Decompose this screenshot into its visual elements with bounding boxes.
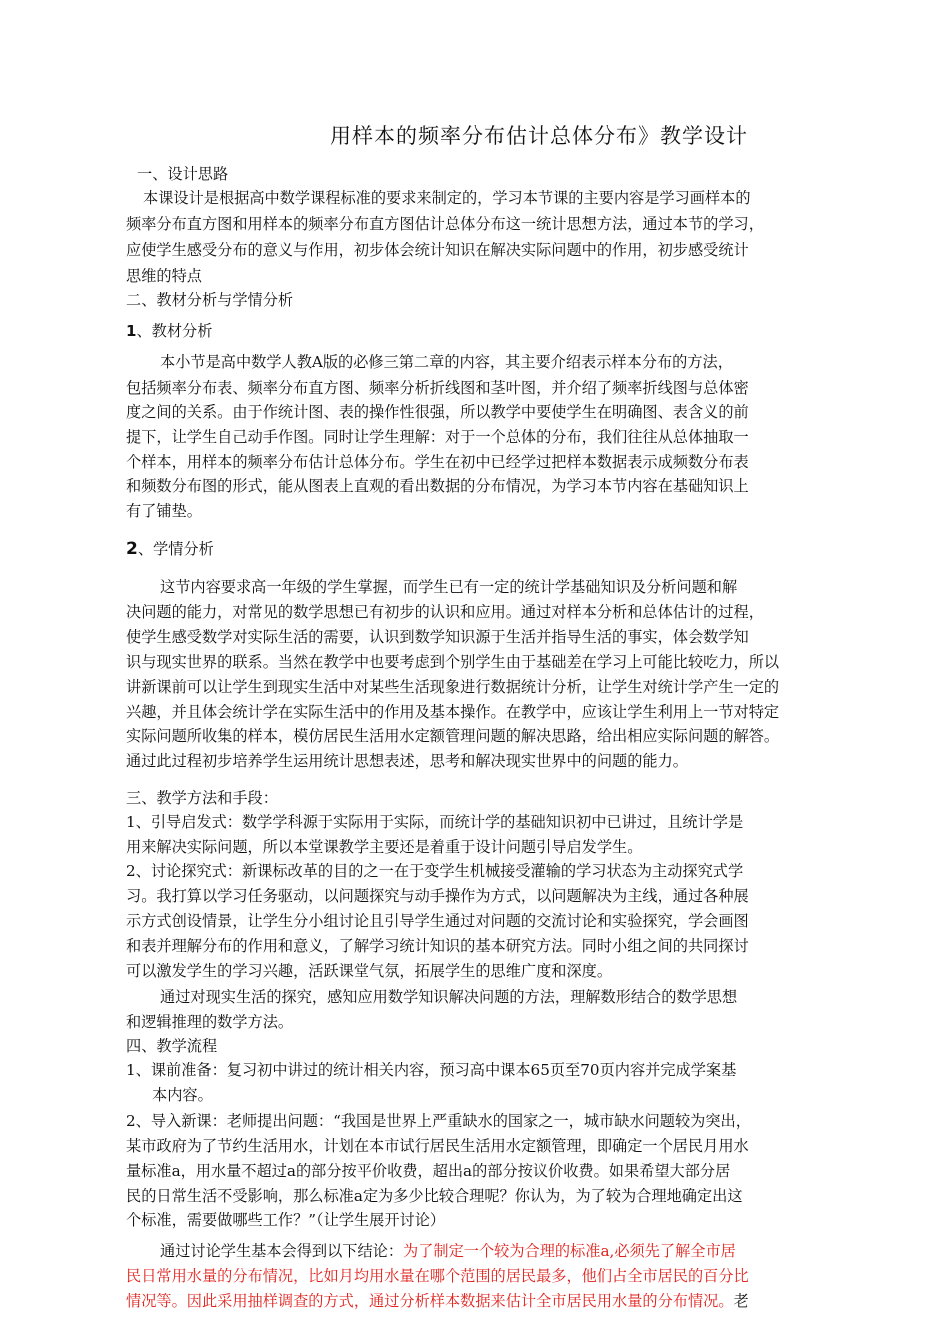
s2-p1-line: 提下，让学生自己动手作图。同时让学生理解：对于一个总体的分布，我们往往从总体抽取一 [126,428,749,446]
s3-item2-line: 和表并理解分布的作用和意义，了解学习统计知识的基本研究方法。同时小组之间的共同探讨 [126,937,749,955]
s4-item2-line: 民的日常生活不受影响，那么标准a定为多少比较合理呢？你认为，为了较为合理地确定出这 [126,1187,743,1205]
s3-item2-line: 示方式创设情景，让学生分小组讨论且引导学生通过对问题的交流讨论和实验探究，学会画图 [126,912,749,930]
section-4-heading: 四、教学流程 [126,1037,218,1055]
s4-item2-line: 个标准，需要做哪些工作？”（让学生展开讨论） [126,1211,446,1229]
s2-p2-line: 讲新课前可以让学生到现实生活中对某些生活现象进行数据统计分析，让学生对统计学产生一定的 [126,678,780,696]
s2-p2-line: 兴趣，并且体会统计学在实际生活中的作用及基本操作。在教学中，应该让学生利用上一节对特定 [126,703,780,721]
subsection-1-heading [126,321,212,341]
subsection-1-number: 1 [126,322,137,340]
s1-line: 本课设计是根据高中数学课程标准的要求来制定的，学习本节课的主要内容是学习画样本的 [143,189,751,207]
document-title: 用样本的频率分布估计总体分布》教学设计 [330,124,748,148]
s2-p1-line: 度之间的关系。由于作统计图、表的操作性很强，所以教学中要使学生在明确图、表含义的前 [126,403,749,421]
s1-line: 频率分布直方图和用样本的频率分布直方图估计总体分布这一统计思想方法，通过本节的学习， [126,215,764,233]
s1-line: 思维的特点 [126,267,202,285]
s3-para-line: 和逻辑推理的数学方法。 [126,1013,294,1031]
s2-p2-line: 决问题的能力，对常见的数学思想已有初步的认识和应用。通过对样本分析和总体估计的过程， [126,603,764,621]
conclusion-line [126,1291,749,1311]
s3-item2-line: 可以激发学生的学习兴趣，活跃课堂气氛，拓展学生的思维广度和深度。 [126,962,612,980]
s2-p2-line: 通过此过程初步培养学生运用统计思想表述，思考和解决现实世界中的问题的能力。 [126,752,688,770]
subsection-2-number: 2 [126,539,138,559]
conclusion-highlight: 情况等。因此采用抽样调查的方式，通过分析样本数据来估计全市居民用水量的分布情况。 [126,1292,734,1310]
conclusion-highlight-line: 民日常用水量的分布情况，比如月均用水量在哪个范围的居民最多，他们占全市居民的百分比 [126,1267,749,1285]
subsection-2-heading [126,539,214,559]
conclusion-lead: 通过讨论学生基本会得到以下结论： [160,1242,403,1260]
s4-item1-line: 本内容。 [152,1086,213,1104]
s3-item2-line: 2、讨论探究式：新课标改革的目的之一在于变学生机械接受灌输的学习状态为主动探究式学 [126,862,744,880]
s2-p2-line: 这节内容要求高一年级的学生掌握，而学生已有一定的统计学基础知识及分析问题和解 [160,578,738,596]
section-3-heading: 三、教学方法和手段： [126,789,278,807]
conclusion-tail: 老 [733,1292,749,1310]
s2-p2-line: 实际问题所收集的样本，模仿居民生活用水定额管理问题的解决思路，给出相应实际问题的解答。 [126,727,780,745]
s2-p1-line: 本小节是高中数学人教A版的必修三第二章的内容，其主要介绍表示样本分布的方法， [160,353,733,371]
s2-p1-line: 有了铺垫。 [126,502,202,520]
subsection-2-label: 、学情分析 [137,540,214,558]
s2-p1-line: 个样本，用样本的频率分布估计总体分布。学生在初中已经学过把样本数据表示成频数分布表 [126,453,749,471]
s3-item2-line: 习。我打算以学习任务驱动，以问题探究与动手操作为方式，以问题解决为主线，通过各种展 [126,887,749,905]
s4-item2-line: 量标准a，用水量不超过a的部分按平价收费，超出a的部分按议价收费。如果希望大部分居 [126,1162,731,1180]
s2-p2-line: 识与现实世界的联系。当然在教学中也要考虑到个别学生由于基础差在学习上可能比较吃力，所以 [126,653,780,671]
s2-p1-line: 和频数分布图的形式，能从图表上直观的看出数据的分布情况，为学习本节内容在基础知识上 [126,477,749,495]
section-2-heading: 二、教材分析与学情分析 [126,291,294,309]
section-1-heading: 一、设计思路 [137,165,229,183]
s4-item2-line: 2、导入新课：老师提出问题：“我国是世界上严重缺水的国家之一，城市缺水问题较为突出， [126,1112,751,1130]
s2-p2-line: 使学生感受数学对实际生活的需要，认识到数学知识源于生活并指导生活的事实，体会数学知 [126,628,749,646]
s4-item1-line: 1、课前准备：复习初中讲过的统计相关内容，预习高中课本65页至70页内容并完成学案基 [126,1061,737,1079]
s3-para-line: 通过对现实生活的探究，感知应用数学知识解决问题的方法，理解数形结合的数学思想 [160,988,738,1006]
s2-p1-line: 包括频率分布表、频率分布直方图、频率分析折线图和茎叶图，并介绍了频率折线图与总体密 [126,379,749,397]
conclusion-highlight: 为了制定一个较为合理的标准a,必须先了解全市居 [403,1242,736,1260]
s3-item1-line: 1、引导启发式：数学学科源于实际用于实际，而统计学的基础知识初中已讲过，且统计学是 [126,813,744,831]
s4-item2-line: 某市政府为了节约生活用水，计划在本市试行居民生活用水定额管理，即确定一个居民月用水 [126,1137,749,1155]
conclusion-line [160,1241,736,1261]
s3-item1-line: 用来解决实际问题，所以本堂课教学主要还是着重于设计问题引导启发学生。 [126,838,643,856]
subsection-1-label: 、教材分析 [136,322,213,340]
s1-line: 应使学生感受分布的意义与作用，初步体会统计知识在解决实际问题中的作用，初步感受统计 [126,241,749,259]
